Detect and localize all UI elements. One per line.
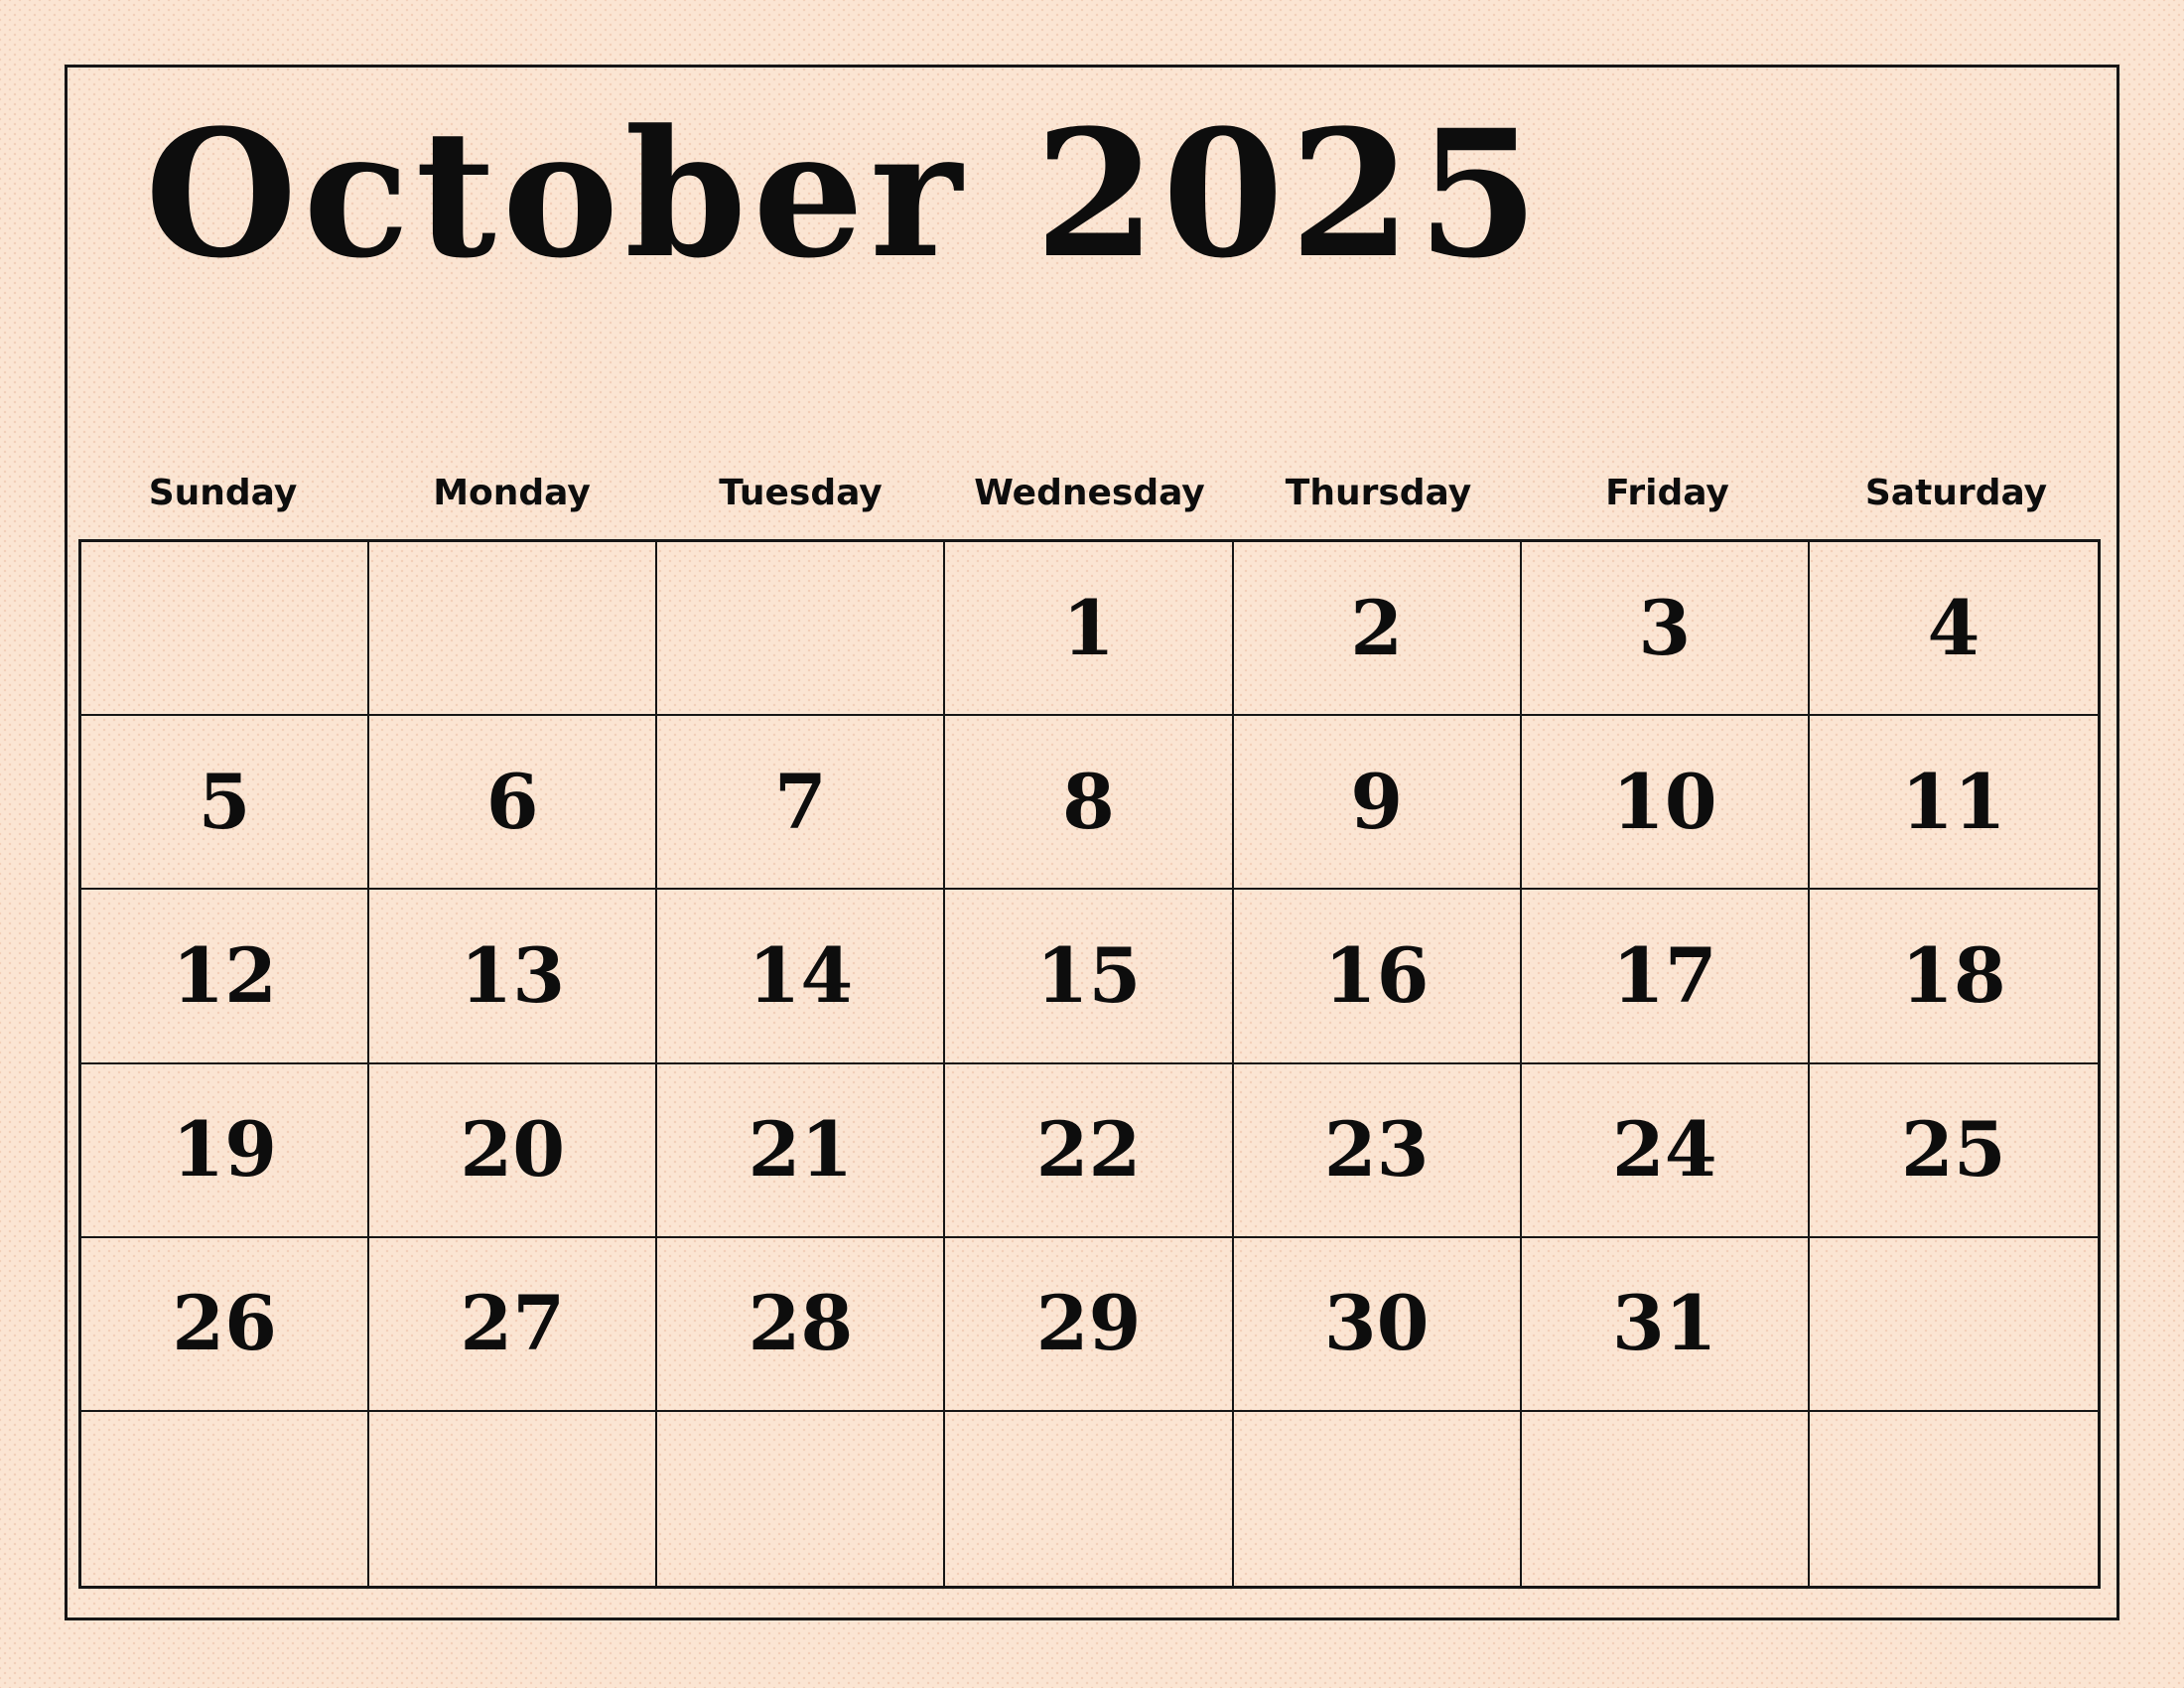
day-cell [1234, 542, 1522, 716]
weekday-label-monday: Monday [433, 472, 591, 513]
day-cell [657, 1412, 945, 1586]
calendar-title: October 2025 [145, 91, 1546, 297]
day-cell [1810, 1238, 2098, 1412]
day-cell [1810, 890, 2098, 1063]
day-cell [369, 716, 657, 890]
day-number: 14 [748, 930, 854, 1020]
day-cell [369, 1412, 657, 1586]
day-number: 24 [1611, 1105, 1717, 1195]
day-cell [369, 542, 657, 716]
day-cell [81, 716, 369, 890]
weekday-header-row [78, 463, 2101, 522]
day-number: 16 [1323, 930, 1430, 1020]
day-number: 4 [1927, 583, 1980, 672]
day-cell [945, 1238, 1233, 1412]
day-cell [1522, 1238, 1810, 1412]
day-cell [1234, 1238, 1522, 1412]
day-number: 27 [460, 1279, 566, 1368]
day-cell [945, 542, 1233, 716]
day-cell [81, 1064, 369, 1238]
day-number: 30 [1323, 1279, 1430, 1368]
day-number: 22 [1035, 1105, 1142, 1195]
day-cell [657, 1238, 945, 1412]
day-number: 15 [1035, 930, 1142, 1020]
day-cell [1810, 542, 2098, 716]
day-number: 20 [460, 1105, 566, 1195]
day-cell [657, 1064, 945, 1238]
day-cell [1234, 716, 1522, 890]
calendar-frame [65, 65, 2119, 1620]
day-number: 8 [1062, 757, 1115, 846]
day-cell [81, 542, 369, 716]
day-cell [657, 890, 945, 1063]
day-cell [1522, 1412, 1810, 1586]
day-number: 13 [460, 930, 566, 1020]
day-number: 25 [1901, 1105, 2006, 1195]
day-cell [81, 890, 369, 1063]
day-cell [1234, 890, 1522, 1063]
day-number: 6 [485, 757, 539, 846]
day-number: 18 [1901, 930, 2006, 1020]
day-cell [1522, 542, 1810, 716]
day-number: 3 [1638, 583, 1692, 672]
day-cell [1810, 716, 2098, 890]
day-cell [81, 1238, 369, 1412]
day-cell [1810, 1064, 2098, 1238]
day-number: 29 [1035, 1279, 1142, 1368]
day-number: 12 [172, 930, 277, 1020]
day-number: 21 [748, 1105, 854, 1195]
day-number: 1 [1062, 583, 1115, 672]
day-cell [369, 1238, 657, 1412]
calendar-grid [78, 539, 2101, 1589]
day-cell [1234, 1064, 1522, 1238]
day-number: 11 [1901, 757, 2006, 846]
weekday-label-friday: Friday [1605, 472, 1729, 513]
day-cell [945, 1412, 1233, 1586]
day-number: 7 [773, 757, 827, 846]
day-number: 31 [1611, 1279, 1717, 1368]
day-number: 10 [1611, 757, 1717, 846]
day-number: 23 [1323, 1105, 1430, 1195]
day-cell [369, 890, 657, 1063]
day-cell [1234, 1412, 1522, 1586]
day-cell [657, 542, 945, 716]
day-cell [1522, 890, 1810, 1063]
day-cell [945, 1064, 1233, 1238]
day-cell [1810, 1412, 2098, 1586]
weekday-label-sunday: Sunday [148, 472, 298, 513]
weekday-label-saturday: Saturday [1864, 472, 2048, 513]
day-cell [369, 1064, 657, 1238]
day-cell [1522, 1064, 1810, 1238]
weekday-label-wednesday: Wednesday [974, 472, 1205, 513]
day-number: 9 [1350, 757, 1404, 846]
day-number: 2 [1350, 583, 1404, 672]
weekday-label-tuesday: Tuesday [719, 472, 883, 513]
day-cell [81, 1412, 369, 1586]
day-number: 17 [1611, 930, 1717, 1020]
day-cell [1522, 716, 1810, 890]
day-number: 5 [198, 757, 251, 846]
day-number: 19 [172, 1105, 277, 1195]
day-number: 28 [748, 1279, 854, 1368]
day-cell [945, 716, 1233, 890]
day-cell [657, 716, 945, 890]
weekday-label-thursday: Thursday [1285, 472, 1472, 513]
day-cell [945, 890, 1233, 1063]
day-number: 26 [172, 1279, 277, 1368]
